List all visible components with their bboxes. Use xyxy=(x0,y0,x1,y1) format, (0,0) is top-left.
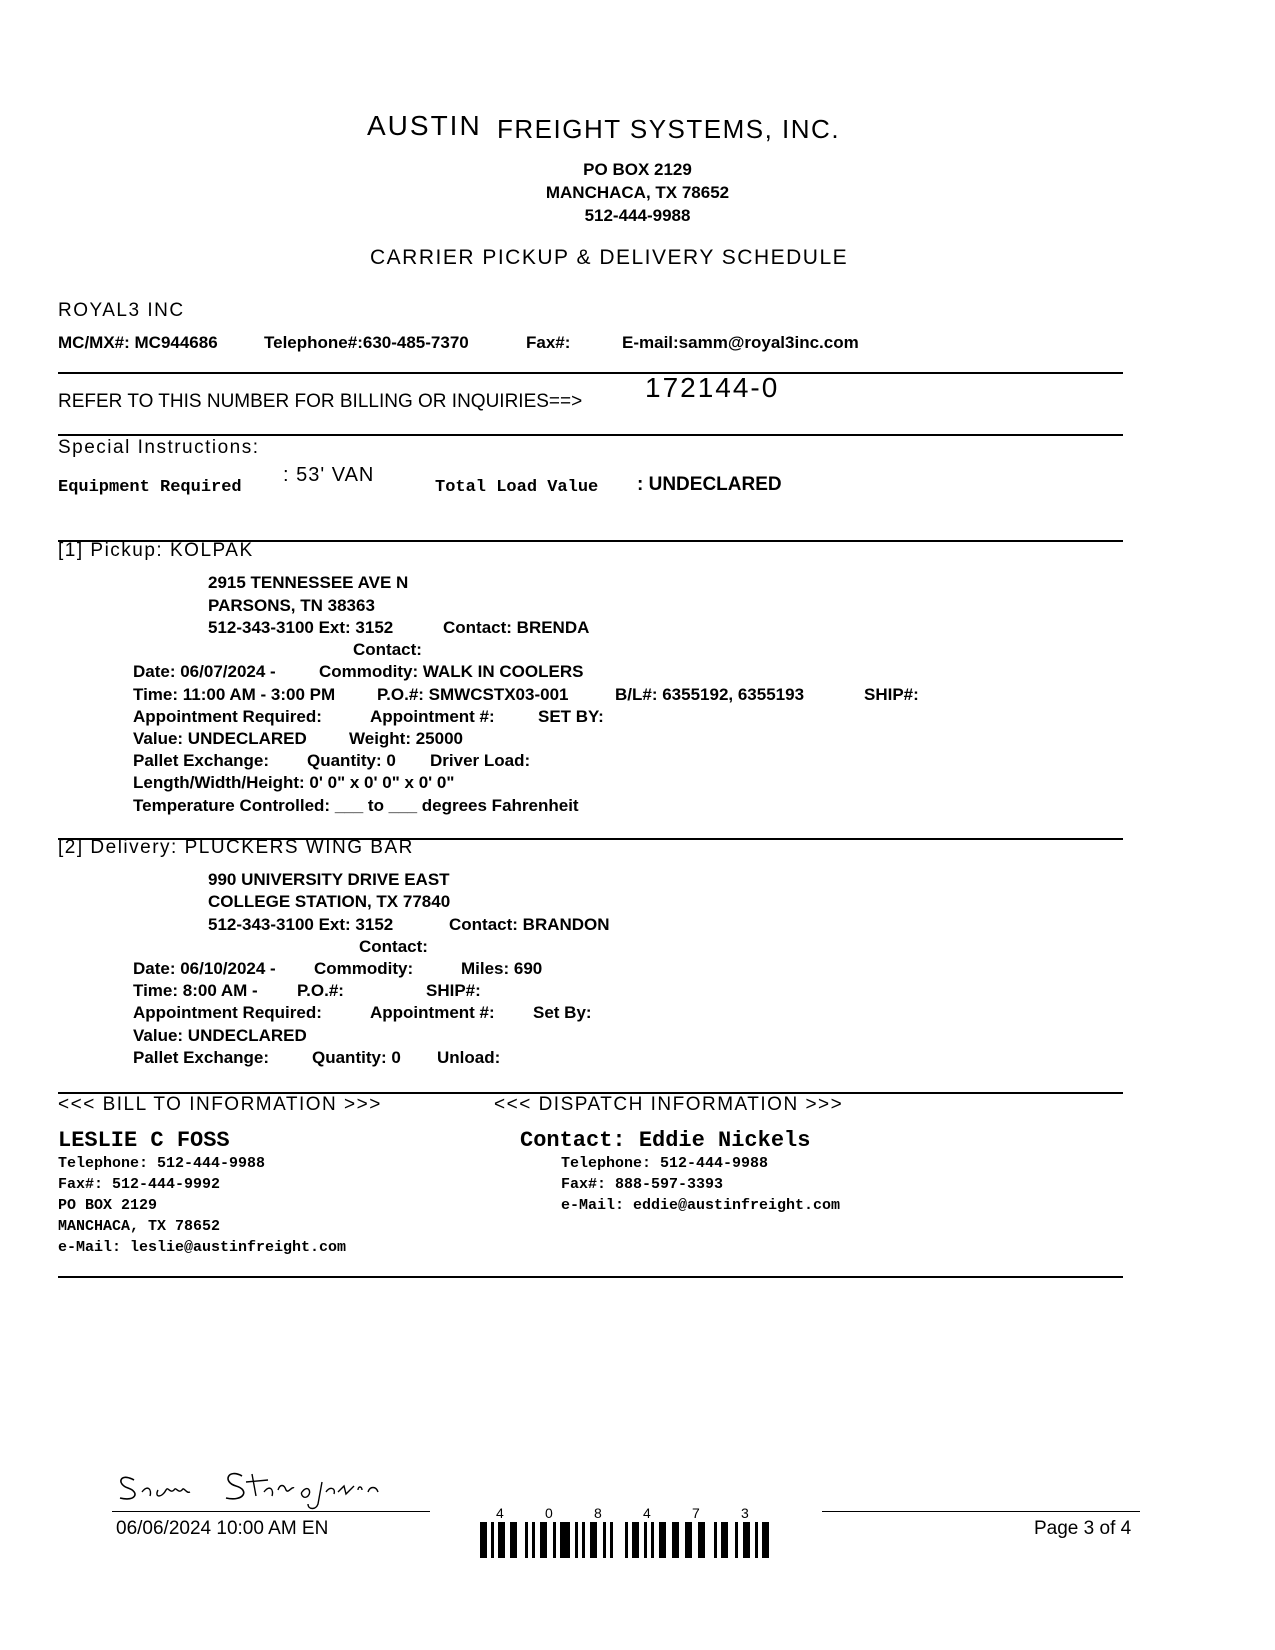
barcode-bar xyxy=(510,1522,517,1558)
bill-to-fax: Fax#: 512-444-9992 xyxy=(58,1176,221,1193)
barcode-digit: 8 xyxy=(594,1505,602,1521)
pickup-dimensions: Length/Width/Height: 0' 0" x 0' 0" x 0' 0" xyxy=(133,773,455,792)
barcode-bar xyxy=(762,1522,769,1558)
barcode-bar xyxy=(590,1522,597,1558)
barcode-bar xyxy=(553,1522,556,1558)
second-signature-line xyxy=(822,1511,1140,1512)
delivery-quantity: Quantity: 0 xyxy=(312,1048,401,1067)
delivery-header: [2] Delivery: PLUCKERS WING BAR xyxy=(58,837,414,858)
bill-to-header: <<< BILL TO INFORMATION >>> xyxy=(58,1094,382,1115)
delivery-unload: Unload: xyxy=(437,1048,501,1067)
pickup-weight: Weight: 25000 xyxy=(349,729,464,748)
pickup-appt-number: Appointment #: xyxy=(370,707,495,726)
dispatch-contact: Contact: Eddie Nickels xyxy=(520,1128,811,1153)
barcode-bar xyxy=(625,1522,628,1558)
barcode-bar xyxy=(582,1522,585,1558)
document-title: CARRIER PICKUP & DELIVERY SCHEDULE xyxy=(370,246,849,269)
barcode-digit: 4 xyxy=(643,1505,651,1521)
pickup-date: Date: 06/07/2024 - xyxy=(133,662,276,681)
barcode-bar xyxy=(575,1522,578,1558)
pickup-address2: PARSONS, TN 38363 xyxy=(208,596,375,615)
pickup-contact: Contact: BRENDA xyxy=(443,618,590,637)
delivery-time: Time: 8:00 AM - xyxy=(133,981,258,1000)
pickup-header: [1] Pickup: KOLPAK xyxy=(58,540,254,561)
barcode-bar xyxy=(735,1522,738,1558)
barcode-bar xyxy=(532,1522,535,1558)
barcode-bar xyxy=(755,1522,758,1558)
barcode-bar xyxy=(603,1522,606,1558)
dispatch-header: <<< DISPATCH INFORMATION >>> xyxy=(494,1094,844,1115)
delivery-appt-required: Appointment Required: xyxy=(133,1003,322,1022)
barcode-bar xyxy=(525,1522,528,1558)
bill-to-address1: PO BOX 2129 xyxy=(58,1197,158,1214)
delivery-po: P.O.#: xyxy=(297,981,344,1000)
company-phone: 512-444-9988 xyxy=(584,206,691,225)
delivery-appt-number: Appointment #: xyxy=(370,1003,495,1022)
barcode-digit: 7 xyxy=(692,1505,700,1521)
barcode-bar xyxy=(698,1522,705,1558)
pickup-ship: SHIP#: xyxy=(864,685,919,704)
delivery-address1: 990 UNIVERSITY DRIVE EAST xyxy=(208,870,450,889)
signature xyxy=(112,1462,412,1512)
total-load-value-label: Total Load Value xyxy=(435,478,599,497)
barcode-bar xyxy=(491,1522,494,1558)
barcode-bar xyxy=(743,1522,750,1558)
equipment-label: Equipment Required xyxy=(58,478,242,497)
carrier-name: ROYAL3 INC xyxy=(58,300,185,321)
pickup-bl: B/L#: 6355192, 6355193 xyxy=(615,685,805,704)
carrier-email: E-mail:samm@royal3inc.com xyxy=(622,333,859,352)
barcode-bar xyxy=(480,1522,487,1558)
bill-to-email: e-Mail: leslie@austinfreight.com xyxy=(58,1239,347,1256)
delivery-ship: SHIP#: xyxy=(426,981,481,1000)
delivery-set-by: Set By: xyxy=(533,1003,592,1022)
barcode-bar xyxy=(610,1522,613,1558)
barcode-bar xyxy=(498,1522,505,1558)
barcode-bar xyxy=(714,1522,717,1558)
delivery-contact-2: Contact: xyxy=(359,937,428,956)
delivery-commodity: Commodity: xyxy=(314,959,414,978)
company-address2: MANCHACA, TX 78652 xyxy=(545,183,730,202)
barcode-digit: 4 xyxy=(496,1505,504,1521)
pickup-pallet-exchange: Pallet Exchange: xyxy=(133,751,270,770)
barcode-bar xyxy=(659,1522,666,1558)
dispatch-fax: Fax#: 888-597-3393 xyxy=(561,1176,724,1193)
pickup-set-by: SET BY: xyxy=(538,707,604,726)
load-number: 172144-0 xyxy=(645,372,780,403)
barcode-bar xyxy=(560,1522,570,1558)
pickup-driver-load: Driver Load: xyxy=(430,751,531,770)
barcode-bar xyxy=(644,1522,647,1558)
barcode-bar xyxy=(685,1522,692,1558)
delivery-value: Value: UNDECLARED xyxy=(133,1026,307,1045)
divider-6 xyxy=(58,1276,1123,1278)
signature-line xyxy=(112,1511,430,1512)
pickup-time: Time: 11:00 AM - 3:00 PM xyxy=(133,685,336,704)
pickup-phone: 512-343-3100 Ext: 3152 xyxy=(208,618,394,637)
carrier-fax: Fax#: xyxy=(526,333,571,352)
barcode-bar xyxy=(721,1522,728,1558)
delivery-address2: COLLEGE STATION, TX 77840 xyxy=(208,892,451,911)
pickup-address1: 2915 TENNESSEE AVE N xyxy=(208,573,409,592)
delivery-contact: Contact: BRANDON xyxy=(449,915,610,934)
equipment-value: : 53' VAN xyxy=(283,464,375,486)
dispatch-email: e-Mail: eddie@austinfreight.com xyxy=(561,1197,841,1214)
special-instructions-label: Special Instructions: xyxy=(58,437,260,458)
pickup-po: P.O.#: SMWCSTX03-001 xyxy=(377,685,569,704)
pickup-value: Value: UNDECLARED xyxy=(133,729,307,748)
page-number: Page 3 of 4 xyxy=(1034,1518,1132,1539)
dispatch-telephone: Telephone: 512-444-9988 xyxy=(561,1155,769,1172)
bill-to-address2: MANCHACA, TX 78652 xyxy=(58,1218,221,1235)
bill-to-telephone: Telephone: 512-444-9988 xyxy=(58,1155,266,1172)
divider-1 xyxy=(58,372,1123,374)
carrier-telephone: Telephone#:630-485-7370 xyxy=(264,333,469,352)
pickup-commodity: Commodity: WALK IN COOLERS xyxy=(319,662,584,681)
billing-refer-label: REFER TO THIS NUMBER FOR BILLING OR INQUIRIES==> xyxy=(58,391,583,412)
pickup-contact-2: Contact: xyxy=(353,640,422,659)
barcode-bar xyxy=(632,1522,639,1558)
pickup-quantity: Quantity: 0 xyxy=(307,751,396,770)
company-name-part2: FREIGHT SYSTEMS, INC. xyxy=(497,114,841,144)
signed-datetime: 06/06/2024 10:00 AM EN xyxy=(116,1518,329,1539)
bill-to-name: LESLIE C FOSS xyxy=(58,1128,230,1153)
total-load-value: : UNDECLARED xyxy=(637,474,782,495)
barcode-bar xyxy=(540,1522,547,1558)
barcode-digit: 3 xyxy=(741,1505,749,1521)
barcode-digit: 0 xyxy=(545,1505,553,1521)
delivery-miles: Miles: 690 xyxy=(461,959,543,978)
delivery-date: Date: 06/10/2024 - xyxy=(133,959,276,978)
pickup-temperature: Temperature Controlled: ___ to ___ degrees Fahrenheit xyxy=(133,796,579,815)
company-address1: PO BOX 2129 xyxy=(583,160,692,179)
carrier-mc-number: MC/MX#: MC944686 xyxy=(58,333,218,352)
delivery-pallet-exchange: Pallet Exchange: xyxy=(133,1048,270,1067)
pickup-appt-required: Appointment Required: xyxy=(133,707,322,726)
barcode-bar xyxy=(651,1522,654,1558)
company-name-part1: AUSTIN xyxy=(367,110,482,141)
divider-2 xyxy=(58,434,1123,436)
barcode-bar xyxy=(672,1522,679,1558)
delivery-phone: 512-343-3100 Ext: 3152 xyxy=(208,915,394,934)
